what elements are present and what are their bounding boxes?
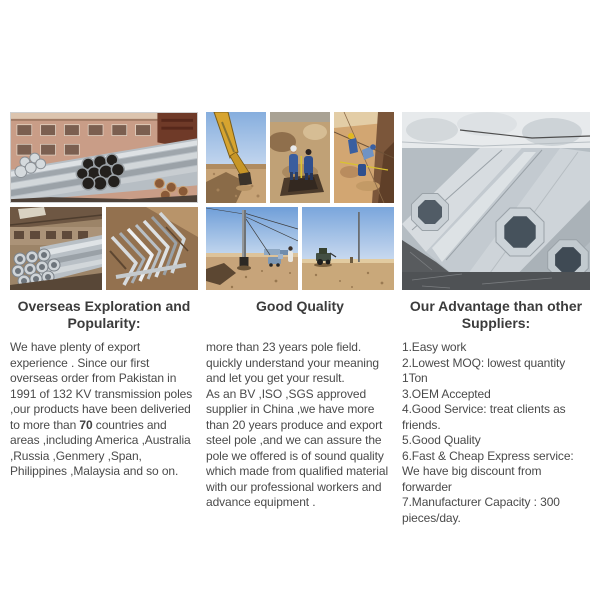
paragraph-overseas [10,340,198,480]
body-text-part: countries and areas ,including America ,Australia ,Russia ,Genmery ,Span, Philippines ,Malaysia and so on. [10,417,191,478]
bold-count-70: 70 [79,417,93,432]
collage-quality-top-row [206,112,394,203]
collage-quality [206,112,394,290]
paragraph-quality-2: As an BV ,ISO ,SGS approved supplier in China ,we have more than 20 years produce and export steel pole ,and we can assure the pole we offered is of sound quality which made from qualified material with our professional workers and advance equipment . [206,386,389,509]
paragraph-quality-1: more than 23 years pole field. quickly understand your meaning and let you get your result. [206,340,380,385]
body-quality [206,340,394,511]
column-advantage [402,112,590,526]
collage-quality-bottom-row [206,207,394,290]
advantage-item-4: 4.Good Service: treat clients as friends. [402,402,566,432]
column-overseas [10,112,198,526]
photo-workers-in-excavation-pit [334,112,394,203]
collage-overseas [10,112,198,290]
body-overseas [10,340,198,480]
heading-quality: Good Quality [256,298,344,314]
body-advantage [402,340,590,526]
photo-excavator-digging-desert [206,112,266,203]
heading-overseas: Overseas Exploration and Popularity: [17,298,191,331]
advantage-item-2: 2.Lowest MOQ: lowest quantity 1Ton [402,355,566,385]
body-text-part: We have plenty of export experience . Since our first overseas order from Pakistan in 1991 of 132 KV transmission poles ,our products have been deliveried to more than [10,340,193,432]
photo-octagonal-galvanized-poles-closeup [402,112,590,290]
advantage-item-5: 5.Good Quality [402,433,481,447]
photo-steel-poles-factory-yard [10,112,198,203]
advantage-item-6: 6.Fast & Cheap Express service: We have big discount from forwarder [402,448,574,494]
photo-pole-erection-desert [302,207,394,290]
heading-advantage: Our Advantage than other Suppliers: [409,298,583,331]
advantage-item-7: 7.Manufacturer Capacity : 300 pieces/day. [402,495,560,525]
feature-columns [0,112,600,526]
photo-bent-steel-parts-pile [106,207,198,290]
features-section [0,112,600,526]
collage-overseas-bottom-row [10,207,198,290]
photo-galvanized-poles-warehouse [10,207,102,290]
collage-advantage [402,112,590,290]
photo-workers-digging-foundation [270,112,330,203]
advantage-item-1: 1.Easy work [402,340,467,354]
photo-installed-pole-desert [206,207,298,290]
advantage-item-3: 3.OEM Accepted [402,386,491,401]
column-quality [206,112,394,526]
